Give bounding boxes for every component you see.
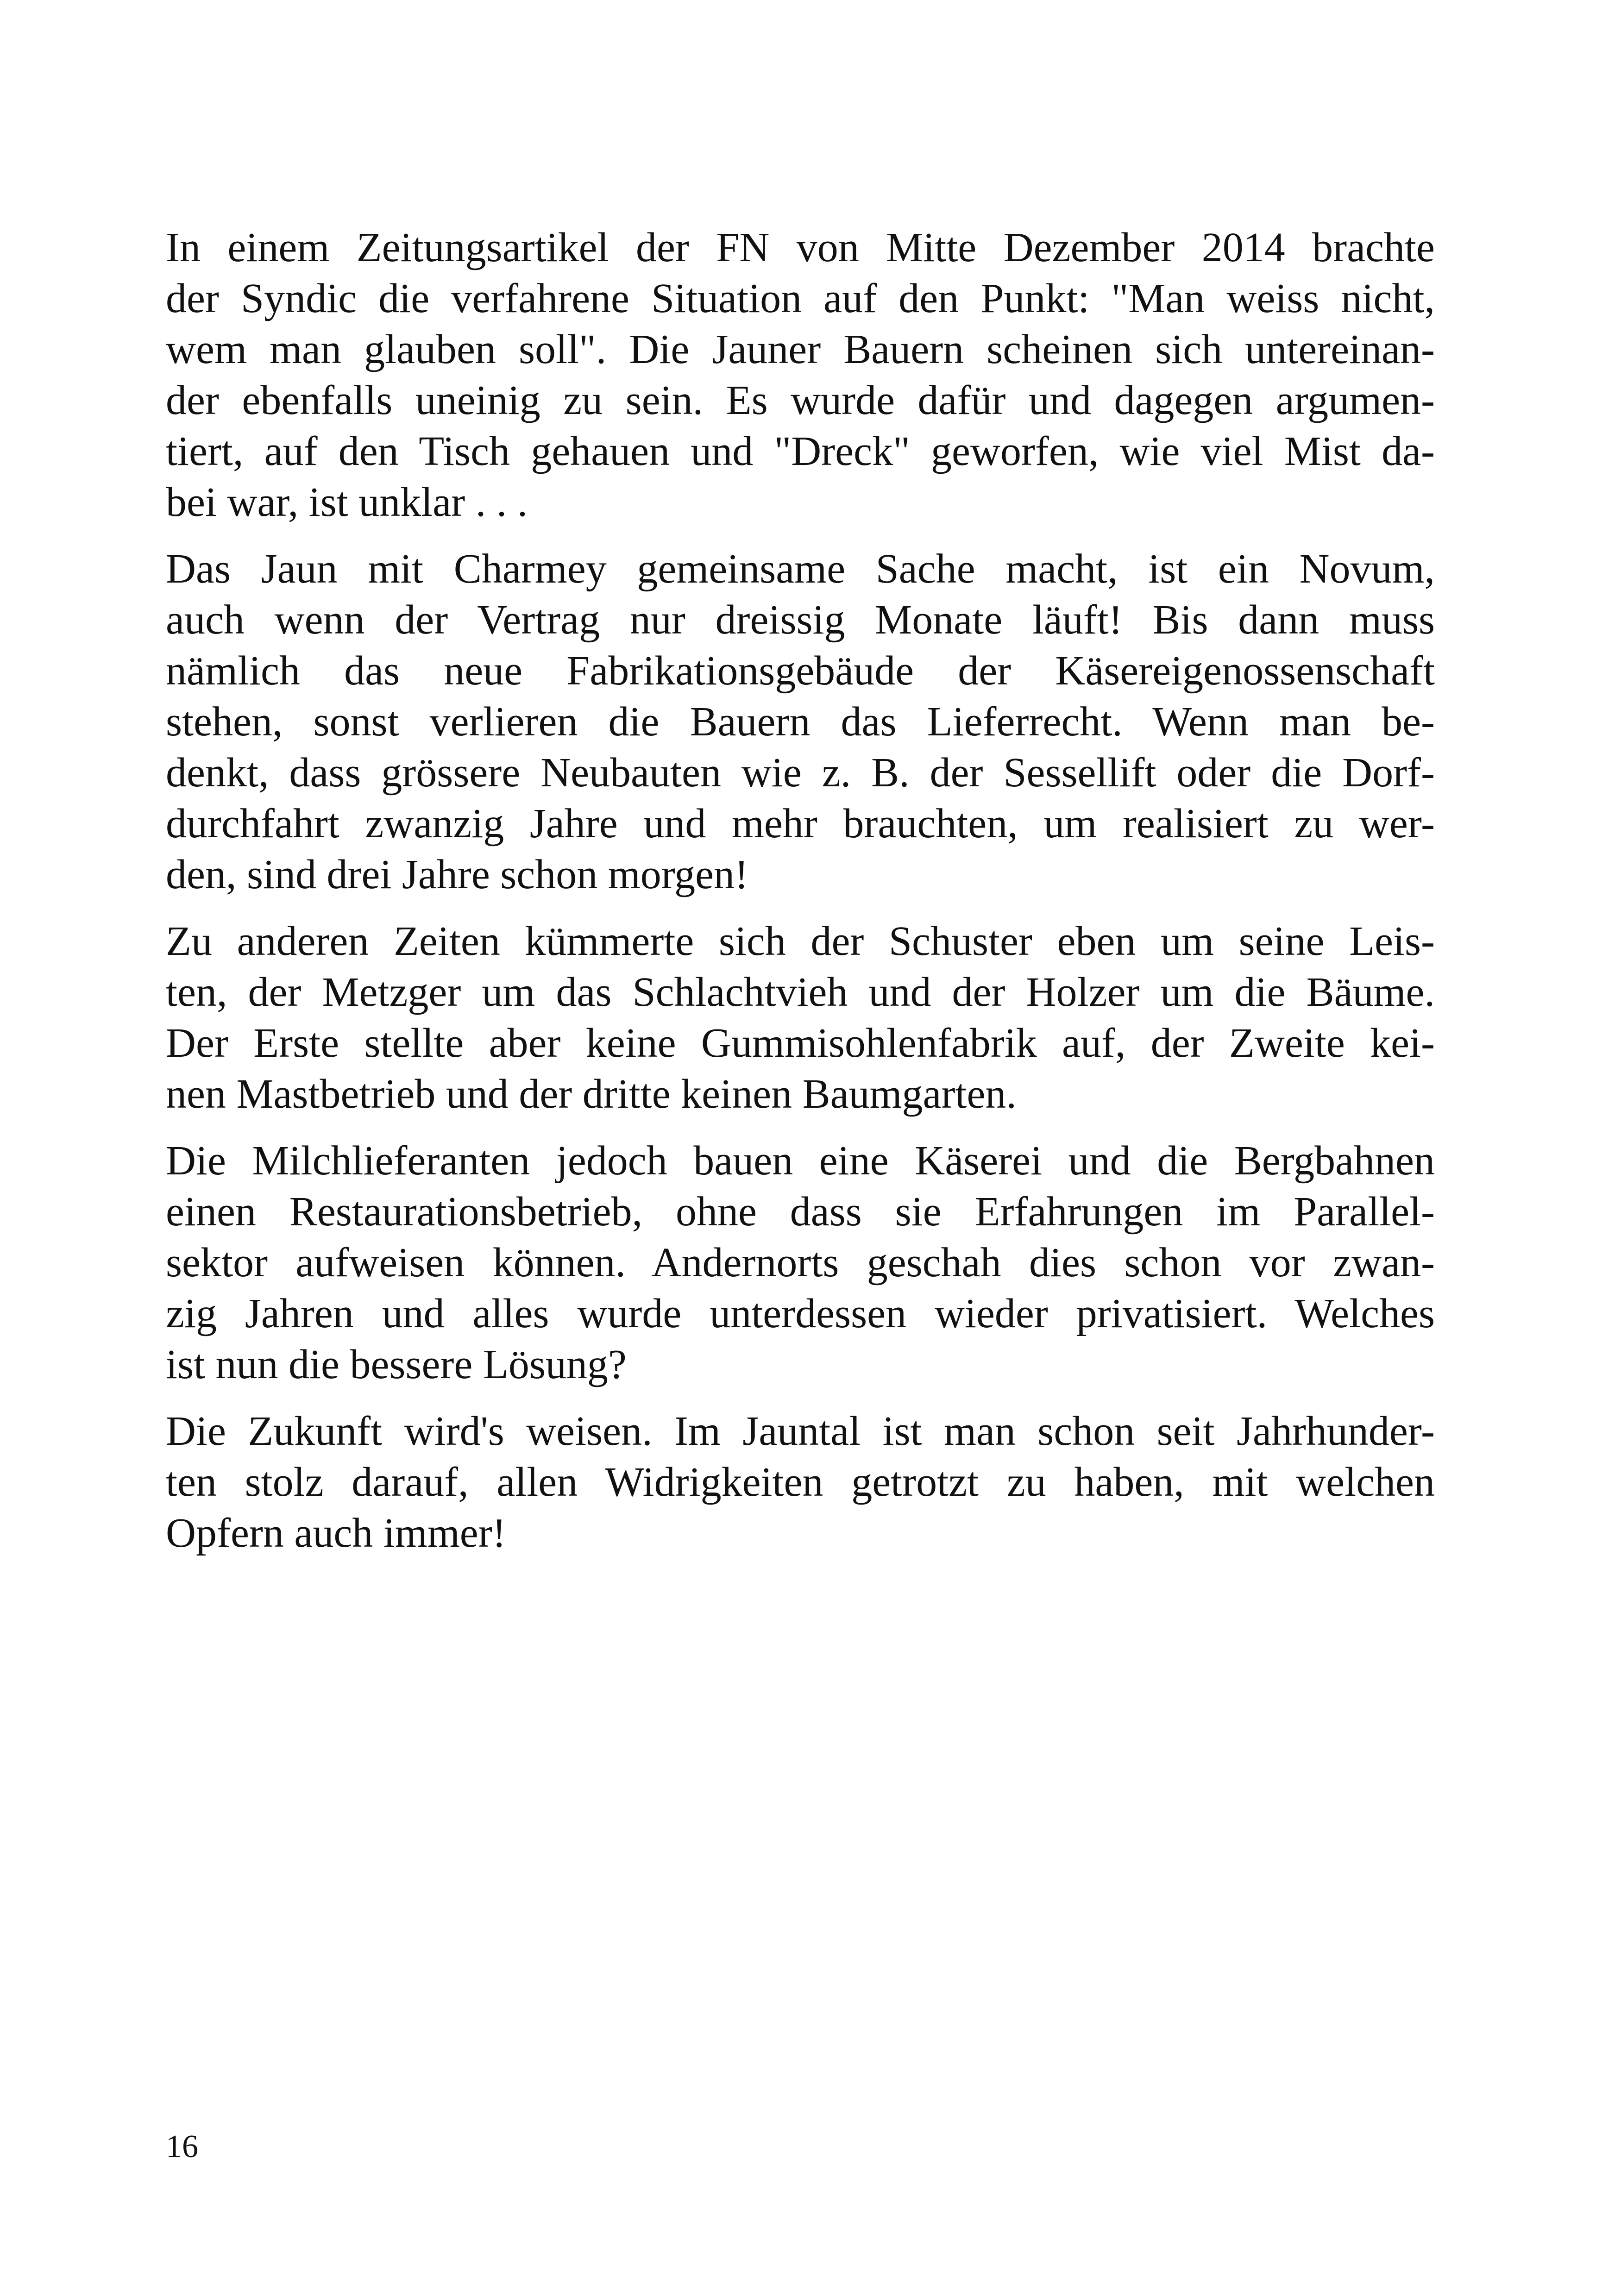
text-line: den, sind drei Jahre schon morgen! (166, 852, 749, 897)
text-line: bei war, ist unklar . . . (166, 479, 528, 525)
body-text (166, 222, 1435, 1575)
text-line: nämlich das neue Fabrikationsgebäude der Käsereigenossenschaft (166, 648, 1435, 694)
text-line: nen Mastbetrieb und der dritte keinen Baumgarten. (166, 1071, 1017, 1117)
text-line: tiert, auf den Tisch gehauen und "Dreck" geworfen, wie viel Mist da- (166, 428, 1435, 474)
text-line: Die Zukunft wird's weisen. Im Jauntal ist man schon seit Jahrhunder- (166, 1408, 1435, 1454)
text-line: zig Jahren und alles wurde unterdessen wieder privatisiert. Welches (166, 1291, 1435, 1336)
text-line: denkt, dass grössere Neubauten wie z. B. der Sessellift oder die Dorf- (166, 750, 1435, 796)
text-line: der Syndic die verfahrene Situation auf den Punkt: "Man weiss nicht, (166, 276, 1435, 321)
paragraph-2 (166, 544, 1435, 900)
text-line: ist nun die bessere Lösung? (166, 1342, 627, 1387)
text-line: Zu anderen Zeiten kümmerte sich der Schuster eben um seine Leis- (166, 918, 1435, 964)
text-line: wem man glauben soll". Die Jauner Bauern scheinen sich untereinan- (166, 326, 1435, 372)
text-line: ten, der Metzger um das Schlachtvieh und der Holzer um die Bäume. (166, 969, 1435, 1015)
text-line: stehen, sonst verlieren die Bauern das Lieferrecht. Wenn man be- (166, 699, 1435, 745)
text-line: In einem Zeitungsartikel der FN von Mitte Dezember 2014 brachte (166, 225, 1435, 270)
text-line: durchfahrt zwanzig Jahre und mehr brauchten, um realisiert zu wer- (166, 801, 1435, 847)
text-line: Opfern auch immer! (166, 1510, 506, 1556)
paragraph-3 (166, 916, 1435, 1120)
text-line: Das Jaun mit Charmey gemeinsame Sache macht, ist ein Novum, (166, 546, 1435, 592)
text-line: einen Restaurationsbetrieb, ohne dass sie Erfahrungen im Parallel- (166, 1189, 1435, 1235)
text-line: auch wenn der Vertrag nur dreissig Monate läuft! Bis dann muss (166, 597, 1435, 643)
paragraph-5 (166, 1406, 1435, 1559)
paragraph-1 (166, 222, 1435, 528)
text-line: Die Milchlieferanten jedoch bauen eine Käserei und die Bergbahnen (166, 1138, 1435, 1184)
text-line: Der Erste stellte aber keine Gummisohlenfabrik auf, der Zweite kei- (166, 1020, 1435, 1066)
text-line: sektor aufweisen können. Andernorts geschah dies schon vor zwan- (166, 1240, 1435, 1286)
text-line: der ebenfalls uneinig zu sein. Es wurde dafür und dagegen argumen- (166, 377, 1435, 423)
page-number: 16 (166, 2129, 198, 2164)
paragraph-4 (166, 1135, 1435, 1390)
text-line: ten stolz darauf, allen Widrigkeiten getrotzt zu haben, mit welchen (166, 1459, 1435, 1505)
